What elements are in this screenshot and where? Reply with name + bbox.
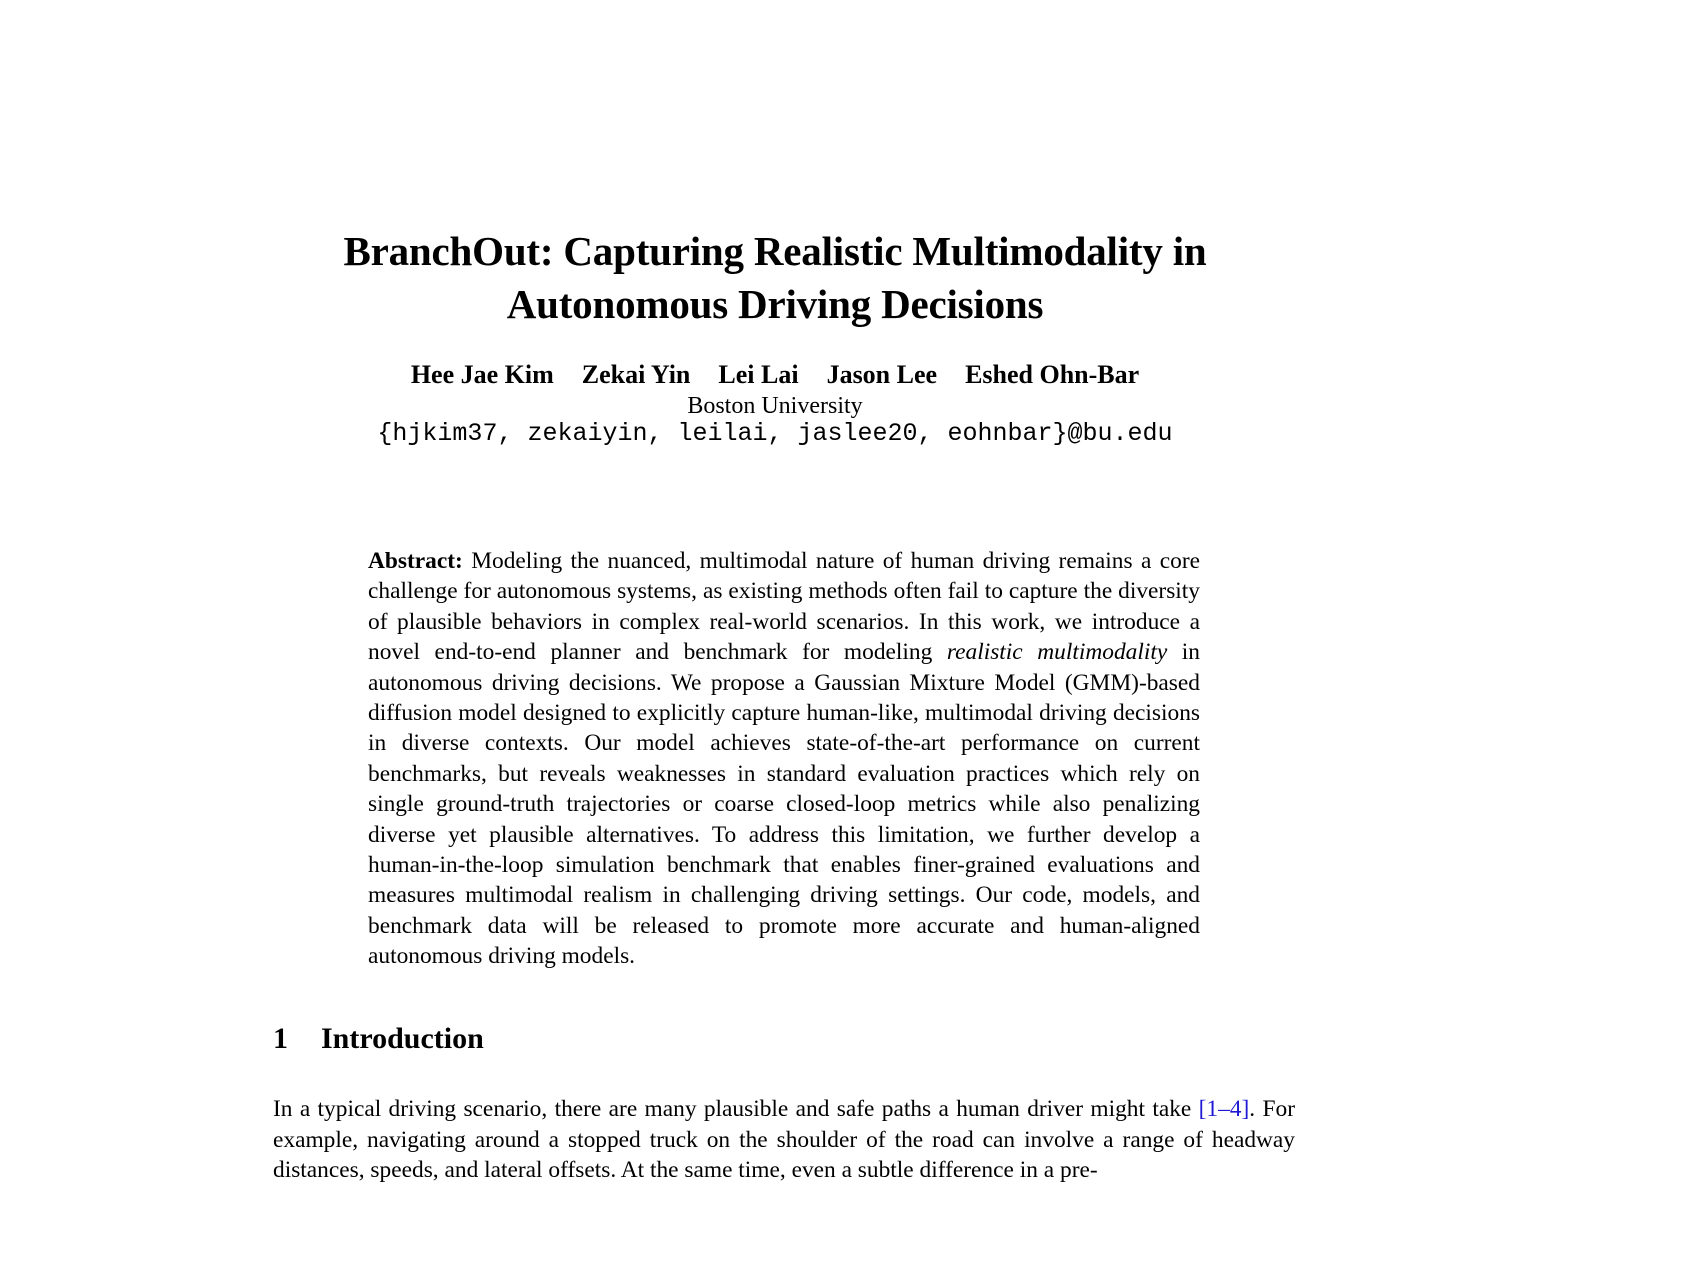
title-line-1: BranchOut: Capturing Realistic Multimodality in — [343, 228, 1207, 275]
abstract-part-1: Modeling the nuanced, multimodal nature of human driving remains a core challenge for autonomous systems, as existing methods often fail to capture the diversity of plausible behaviors in complex real-world scenarios. In this work, we introduce a novel end-to-end planner and benchmark for modeling — [368, 548, 1200, 666]
author-name: Hee Jae Kim — [410, 360, 554, 389]
title-line-2: Autonomous Driving Decisions — [506, 280, 1044, 327]
author-emails: {hjkim37, zekaiyin, leilai, jaslee20, eohnbar}@bu.edu — [377, 419, 1173, 448]
author-list — [275, 360, 1275, 390]
author-name: Zekai Yin — [581, 360, 691, 389]
citation-link-1-4[interactable]: [1–4] — [1198, 1096, 1250, 1122]
intro-text-after-citation: . For example, navigating around a stopped truck on the shoulder of the road can involve a range of headway distances, speeds, and lateral offsets. At the same time, even a subtle difference in a pre- — [273, 1096, 1295, 1184]
author-name: Jason Lee — [826, 360, 938, 389]
abstract-part-2: in autonomous driving decisions. We propose a Gaussian Mixture Model (GMM)-based diffusion model designed to explicitly capture human-like, multimodal driving decisions in diverse contexts. Our model achieves state-of-the-art performance on current benchmarks, but reveals weaknesses in standard evaluation practices which rely on single ground-truth trajectories or coarse closed-loop metrics while also penalizing diverse yet plausible alternatives. To address this limitation, we further develop a human-in-the-loop simulation benchmark that enables finer-grained evaluations and measures multimodal realism in challenging driving settings. Our code, models, and benchmark data will be released to promote more accurate and human-aligned autonomous driving models. — [368, 639, 1201, 970]
abstract-emphasis: realistic multimodality — [946, 639, 1168, 666]
section-number: 1 — [273, 1022, 288, 1055]
page-title — [275, 225, 1275, 330]
author-name: Eshed Ohn-Bar — [965, 360, 1140, 389]
introduction-paragraph — [273, 1094, 1295, 1186]
abstract-label: Abstract: — [368, 548, 463, 574]
intro-text-before-citation: In a typical driving scenario, there are many plausible and safe paths a human driver might take — [273, 1096, 1199, 1122]
abstract-block — [368, 546, 1200, 972]
section-title: Introduction — [321, 1022, 484, 1055]
section-heading-introduction — [273, 1022, 484, 1056]
author-name: Lei Lai — [718, 360, 799, 389]
affiliation: Boston University — [687, 393, 863, 419]
